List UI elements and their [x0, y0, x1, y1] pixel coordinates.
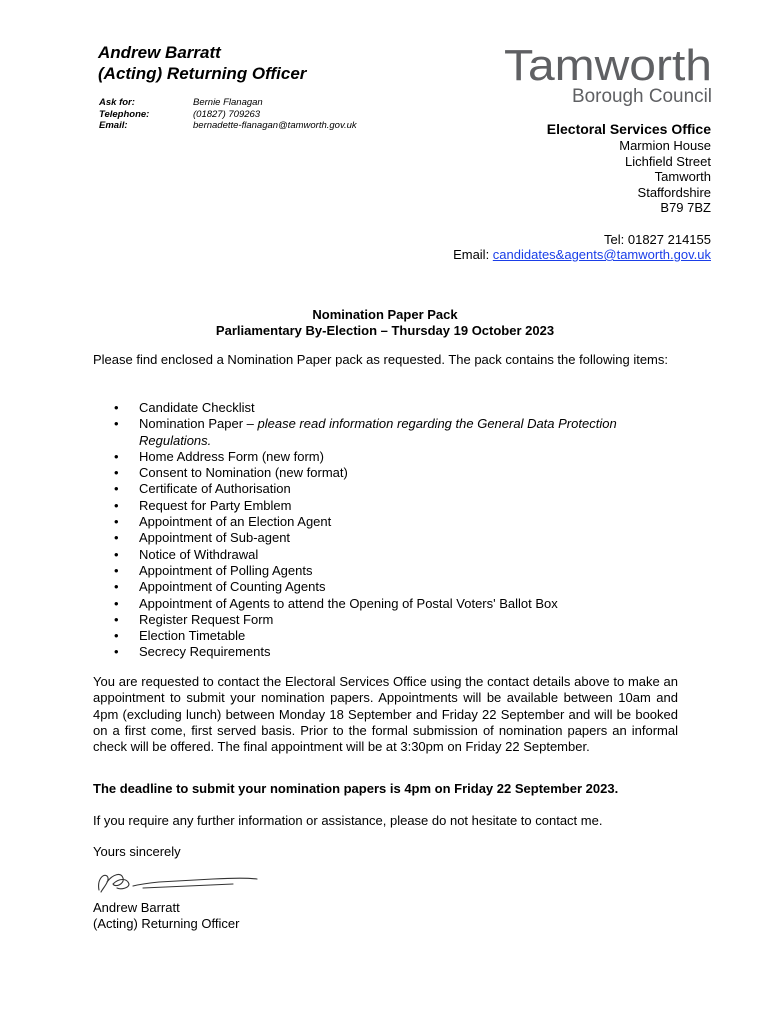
appointment-paragraph: You are requested to contact the Electoral Services Office using the contact details above to make an appointment to submit your nomination papers. Appointments will be available between 10am and 4pm (excluding lunch) between Monday 18 September and Friday 22 September and will be booked on a first come, first served basis. Prior to the formal submission of nomination papers an informal check will be offered. The final appointment will be at 3:30pm on Friday 22 September.: [93, 674, 678, 755]
list-item: • Consent to Nomination (new format): [114, 465, 684, 481]
officer-name: Andrew Barratt: [98, 43, 221, 62]
address-line: Tamworth: [654, 169, 711, 184]
list-item: • Appointment of Counting Agents: [114, 579, 684, 595]
office-title: Electoral Services Office: [546, 121, 711, 137]
contact-value: Bernie Flanagan: [193, 97, 263, 108]
contact-row-ask-for: [99, 97, 399, 109]
signature-image: [93, 868, 263, 898]
contact-value: (01827) 709263: [193, 108, 261, 120]
contact-row-email: [99, 120, 399, 132]
office-telephone: Tel: 01827 214155: [604, 231, 711, 247]
list-item: • Appointment of Polling Agents: [114, 563, 684, 579]
signoff-role: (Acting) Returning Officer: [93, 916, 240, 932]
office-email-label: Email:: [453, 247, 493, 262]
signoff-block: [93, 900, 678, 933]
list-item: • Notice of Withdrawal: [114, 547, 684, 563]
address-line: Staffordshire: [637, 184, 711, 200]
list-item: • Certificate of Authorisation: [114, 481, 684, 497]
list-item: • Secrecy Requirements: [114, 644, 684, 660]
list-item: • Candidate Checklist: [114, 400, 684, 416]
logo-wordmark: Tamworth: [504, 41, 712, 90]
document-title: Nomination Paper Pack: [312, 307, 458, 322]
list-item: • Appointment of an Election Agent: [114, 514, 684, 530]
further-info-paragraph: If you require any further information or assistance, please do not hesitate to contact me.: [93, 813, 603, 828]
document-subtitle: Parliamentary By-Election – Thursday 19 October 2023: [215, 323, 555, 338]
contact-label: Ask for:: [99, 97, 135, 108]
list-item: • Request for Party Emblem: [114, 498, 684, 514]
list-item: • Home Address Form (new form): [114, 449, 684, 465]
office-email-line: [391, 247, 711, 263]
signoff-name: Andrew Barratt: [93, 900, 180, 915]
list-item: • Appointment of Sub-agent: [114, 530, 684, 546]
list-item: • Election Timetable: [114, 628, 684, 644]
office-email-link[interactable]: candidates&agents@tamworth.gov.uk: [492, 247, 711, 262]
list-item-note: please read information regarding the General Data Protection Regulations.: [139, 416, 617, 448]
document-title-block: [0, 307, 770, 339]
tamworth-logo: [502, 40, 714, 106]
address-line: B79 7BZ: [660, 200, 711, 215]
office-address-block: [391, 121, 711, 263]
officer-header: [98, 42, 438, 84]
list-item: • Register Request Form: [114, 612, 684, 628]
address-line: Marmion House: [619, 138, 711, 153]
logo-subtitle: Borough Council: [572, 86, 712, 106]
officer-role: (Acting) Returning Officer: [98, 64, 307, 83]
intro-paragraph: Please find enclosed a Nomination Paper pack as requested. The pack contains the following items:: [93, 352, 668, 367]
pack-items-list: [114, 400, 684, 661]
contact-value: bernadette-flanagan@tamworth.gov.uk: [193, 120, 357, 131]
contact-details: [99, 97, 399, 132]
list-item: [114, 416, 684, 449]
list-item-text: Nomination Paper –: [139, 416, 258, 432]
contact-row-telephone: [99, 109, 399, 121]
list-item: • Appointment of Agents to attend the Opening of Postal Voters' Ballot Box: [114, 596, 684, 612]
contact-label: Telephone:: [99, 108, 150, 120]
address-line: Lichfield Street: [625, 153, 711, 169]
deadline-paragraph: The deadline to submit your nomination papers is 4pm on Friday 22 September 2023.: [93, 781, 619, 796]
contact-label: Email:: [99, 120, 128, 131]
closing-line: Yours sincerely: [93, 844, 181, 859]
